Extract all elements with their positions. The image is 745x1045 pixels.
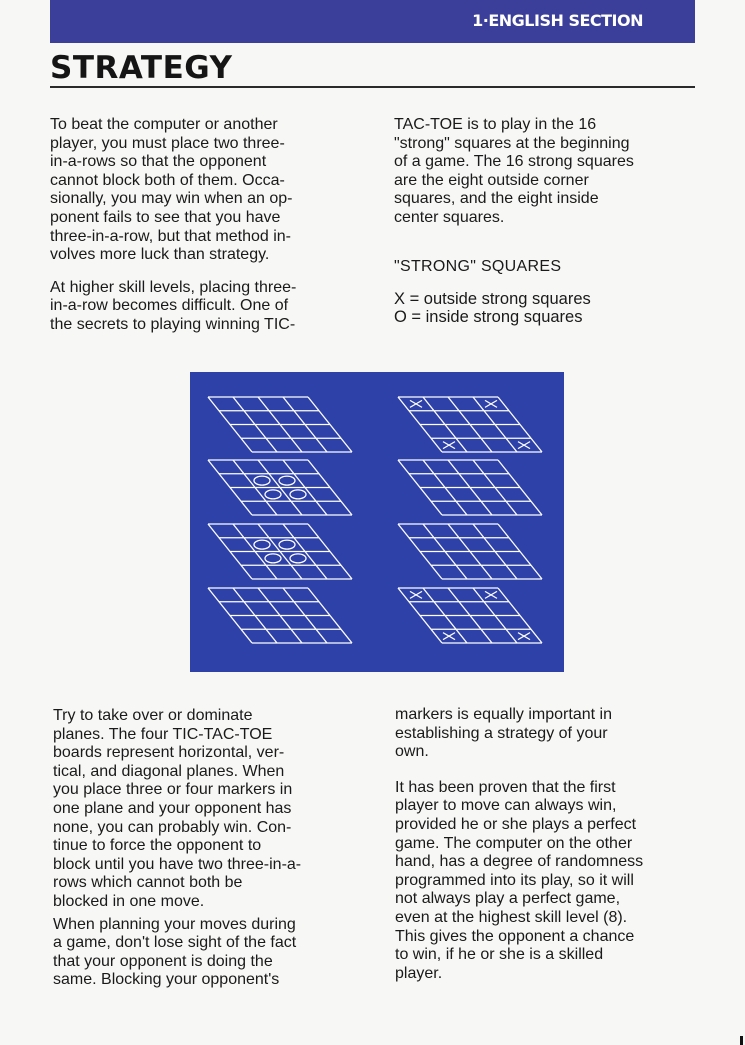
paragraph: When planning your moves during a game, don't lose sight of the fact that your opponent is doing the same. Blocking your opponent's <box>53 915 297 989</box>
page-edge-mark <box>740 1036 743 1045</box>
boards-diagram <box>190 372 564 672</box>
board-plane <box>398 460 542 515</box>
legend-x: X = outside strong squares <box>394 290 591 309</box>
o-marker <box>290 490 306 499</box>
paragraph: markers is equally important in establishing a strategy of your own. <box>395 706 612 761</box>
legend <box>394 290 714 326</box>
legend-o: O = inside strong squares <box>394 308 583 327</box>
board-plane <box>398 397 542 452</box>
board-plane <box>208 460 352 515</box>
paragraph: It has been proven that the first player to move can always win, provided he or she plays a perfect game. The computer on the other hand, has a degree of randomness programmed into its play, so it will not always play a perfect game, even at the highest skill level (8). This gives the opponent a chance to win, if he or she is a skilled player. <box>395 778 644 982</box>
board-plane <box>398 524 542 579</box>
o-marker <box>265 554 281 563</box>
o-marker <box>265 490 281 499</box>
title-rule <box>50 86 695 88</box>
o-marker <box>279 540 295 549</box>
paragraph: Try to take over or dominate planes. The four TIC-TAC-TOE boards represent horizontal, ver- tical, and diagonal planes. When you place three or four markers in one plane and your opponent has none, you can probably win. Con- tinue to force the opponent to block until you have two three-in-a- rows which cannot both be blocked in one move. <box>53 707 302 910</box>
text-column-1 <box>50 116 370 335</box>
text-column-4 <box>395 706 715 983</box>
board-plane <box>208 397 352 452</box>
paragraph: At higher skill levels, placing three- in-a-row becomes difficult. One of the secrets to playing winning TIC- <box>50 278 297 333</box>
page-title: STRATEGY <box>50 50 233 86</box>
paragraph: TAC-TOE is to play in the 16 "strong" squares at the beginning of a game. The 16 strong squares are the eight outside corner squares, and the eight inside center squares. <box>394 116 634 226</box>
board-plane <box>208 588 352 643</box>
o-marker <box>254 540 270 549</box>
section-header-bar <box>50 0 695 43</box>
o-marker <box>279 476 295 485</box>
paragraph: To beat the computer or another player, you must place two three- in-a-rows so that the opponent cannot block both of them. Occa- sionally, you may win when an op- ponent fails to see that you have three-in-a-row, but that method in- volves more luck than strategy. <box>50 116 293 264</box>
boards-svg <box>190 372 564 672</box>
board-plane <box>398 588 542 643</box>
text-column-3 <box>53 707 383 990</box>
o-marker <box>290 554 306 563</box>
text-column-2 <box>394 116 714 326</box>
board-plane <box>208 524 352 579</box>
o-marker <box>254 476 270 485</box>
subheading: "STRONG" SQUARES <box>394 257 562 275</box>
section-label: 1·ENGLISH SECTION <box>472 11 643 30</box>
